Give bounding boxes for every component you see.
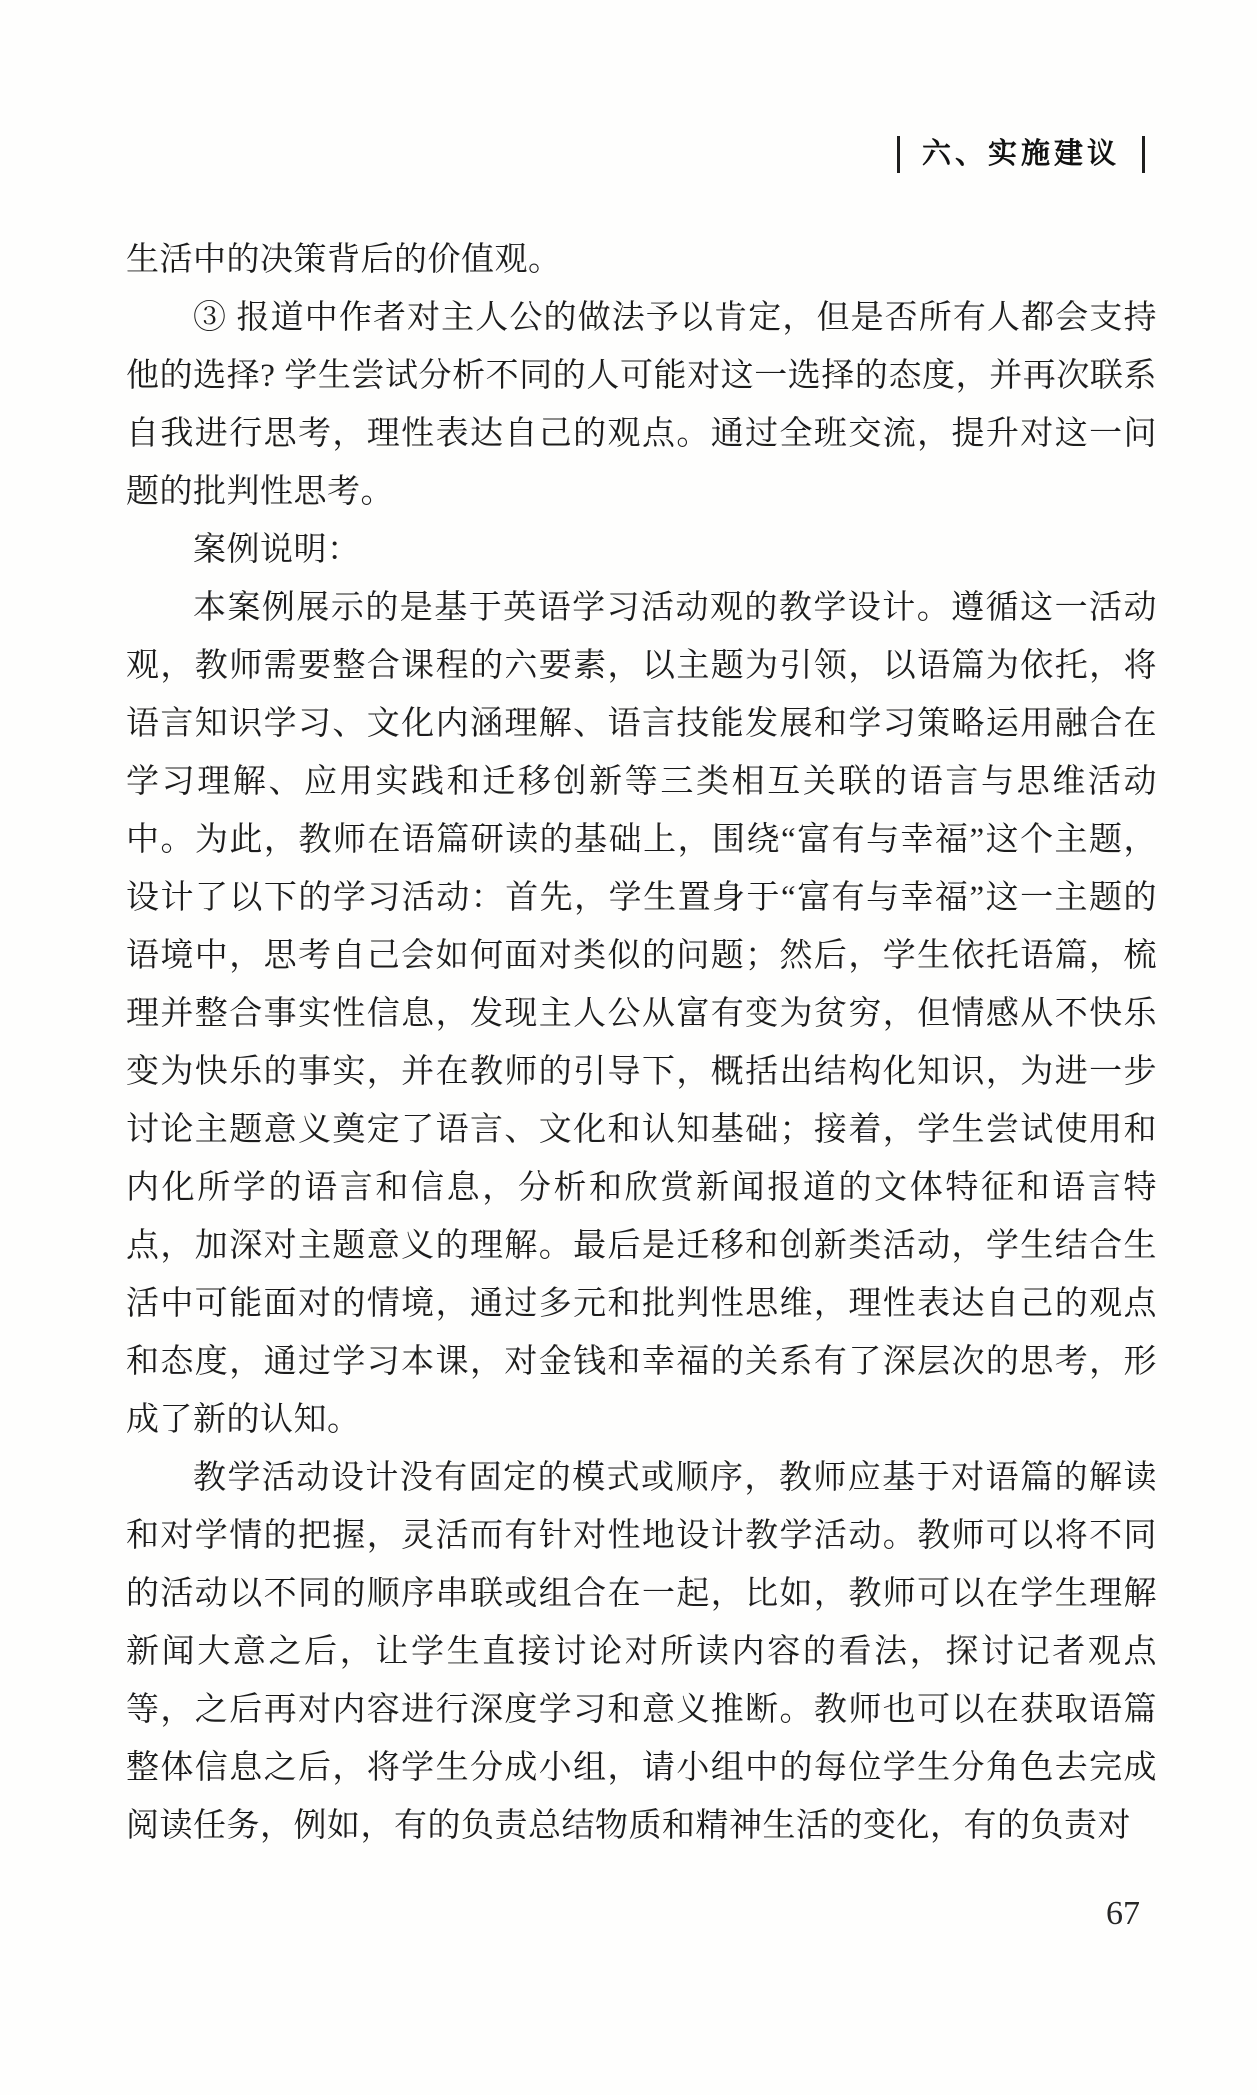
header-title: 六、实施建议 — [921, 138, 1120, 170]
paragraph-teaching-activity-design: 教学活动设计没有固定的模式或顺序，教师应基于对语篇的解读和对学情的把握，灵活而有针对性地设计教学活动。教师可以将不同的活动以不同的顺序串联或组合在一起，比如，教师可以在学生理解新闻大意之后，让学生直接讨论对所读内容的看法，探讨记者观点等，之后再对内容进行深度学习和意义推断。教师也可以在获取语篇整体信息之后，将学生分成小组，请小组中的每位学生分角色去完成阅读任务，例如，有的负责总结物质和精神生活的变化，有的负责对 — [126, 1460, 1157, 1844]
header-left-bar — [897, 136, 900, 173]
body-text — [126, 231, 1157, 1855]
running-header — [897, 136, 1145, 173]
paragraph-case-description: 本案例展示的是基于英语学习活动观的教学设计。遵循这一活动观，教师需要整合课程的六要素，以主题为引领，以语篇为依托，将语言知识学习、文化内涵理解、语言技能发展和学习策略运用融合在学习理解、应用实践和迁移创新等三类相互关联的语言与思维活动中。为此，教师在语篇研读的基础上，围绕“富有与幸福”这个主题，设计了以下的学习活动：首先，学生置身于“富有与幸福”这一主题的语境中，思考自己会如何面对类似的问题；然后，学生依托语篇，梳理并整合事实性信息，发现主人公从富有变为贫穷，但情感从不快乐变为快乐的事实，并在教师的引导下，概括出结构化知识，为进一步讨论主题意义奠定了语言、文化和认知基础；接着，学生尝试使用和内化所学的语言和信息，分析和欣赏新闻报道的文体特征和语言特点，加深对主题意义的理解。最后是迁移和创新类活动，学生结合生活中可能面对的情境，通过多元和批判性思维，理性表达自己的观点和态度，通过学习本课，对金钱和幸福的关系有了深层次的思考，形成了新的认知。 — [126, 590, 1157, 1438]
paragraph-point-3: ③ 报道中作者对主人公的做法予以肯定，但是否所有人都会支持他的选择? 学生尝试分析不同的人可能对这一选择的态度，并再次联系自我进行思考，理性表达自己的观点。通过全班交流，提升对这一问题的批判性思考。 — [126, 300, 1157, 510]
header-right-bar — [1142, 136, 1145, 173]
page-number: 67 — [1106, 1895, 1140, 1932]
paragraph-continuation: 生活中的决策背后的价值观。 — [126, 242, 562, 278]
paragraph-case-note-heading: 案例说明： — [193, 532, 361, 568]
